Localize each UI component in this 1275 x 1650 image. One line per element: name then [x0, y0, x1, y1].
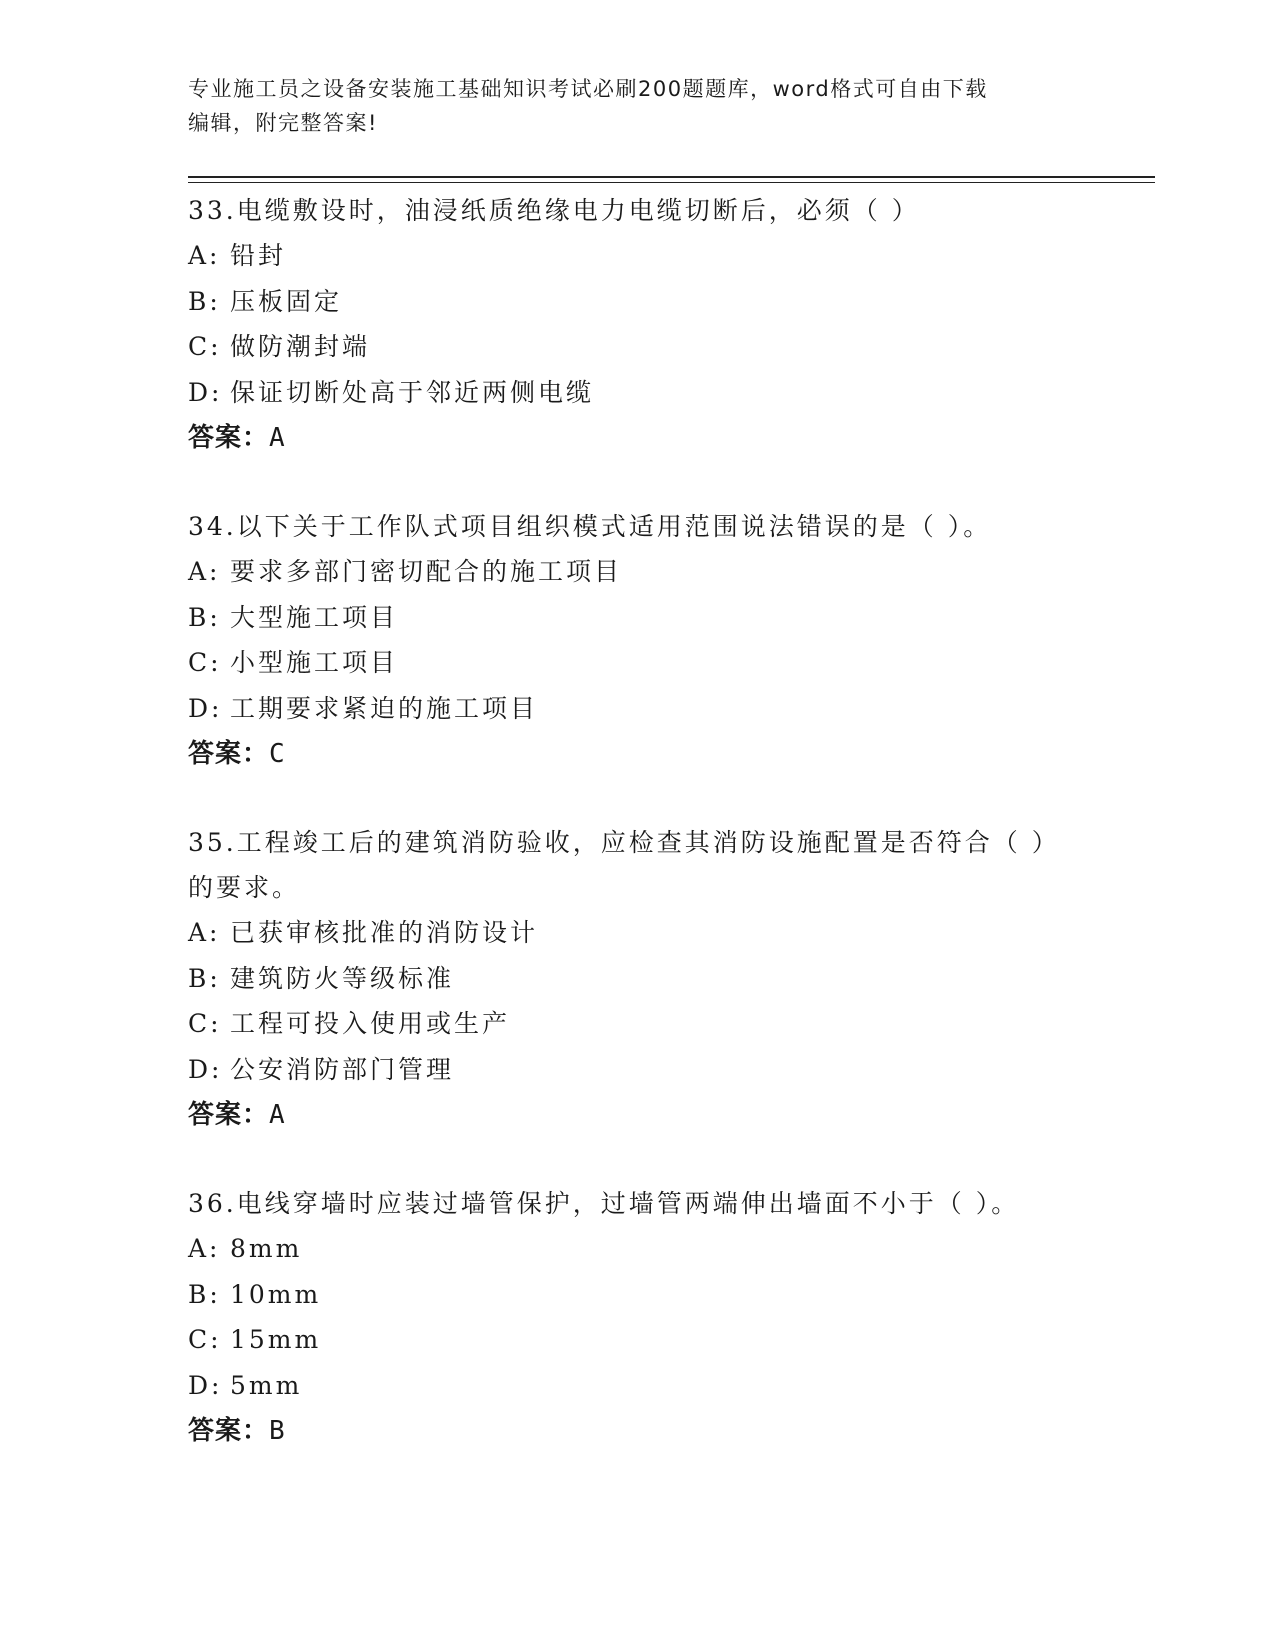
question-stem — [188, 188, 1088, 233]
option-d — [188, 1363, 1088, 1409]
option-text: 压板固定 — [230, 286, 343, 316]
answer-label: 答案： — [188, 739, 270, 769]
option-text: 要求多部门密切配合的施工项目 — [230, 557, 623, 586]
option-text: 工程可投入使用或生产 — [230, 1009, 511, 1038]
answer-value: C — [269, 739, 286, 769]
option-label: D: — [188, 1054, 223, 1084]
option-label: D: — [188, 377, 223, 407]
option-text: 15mm — [230, 1325, 322, 1354]
option-a — [188, 1226, 1088, 1272]
answer-line — [188, 1092, 1088, 1138]
question-text: 以下关于工作队式项目组织模式适用范围说法错误的是（ ）。 — [236, 512, 992, 541]
intro-line-2: 编辑，附完整答案! — [188, 111, 378, 135]
question-text: 工程竣工后的建筑消防验收，应检查其消防设施配置是否符合（ ）的要求。 — [188, 828, 1048, 902]
answer-label: 答案： — [188, 423, 270, 453]
option-label: A: — [188, 241, 221, 270]
answer-label: 答案： — [188, 1100, 270, 1130]
question-number: 33. — [188, 196, 237, 225]
option-label: B: — [188, 1279, 221, 1309]
option-a — [188, 549, 1088, 595]
answer-value: A — [269, 1100, 286, 1130]
option-label: B: — [188, 286, 221, 316]
intro-line-1: 专业施工员之设备安装施工基础知识考试必刷200题题库，word格式可自由下载 — [188, 77, 988, 101]
option-c — [188, 1001, 1088, 1047]
header-divider-thin — [188, 182, 1155, 183]
option-text: 10mm — [230, 1279, 322, 1309]
option-d — [188, 370, 1088, 416]
option-label: C: — [188, 332, 222, 361]
option-label: D: — [188, 1370, 223, 1400]
option-text: 8mm — [230, 1234, 303, 1263]
option-label: A: — [188, 918, 221, 947]
question-text: 电线穿墙时应装过墙管保护，过墙管两端伸出墙面不小于（ ）。 — [236, 1189, 1020, 1218]
option-text: 做防潮封端 — [230, 332, 371, 361]
answer-label: 答案： — [188, 1416, 270, 1446]
option-label: B: — [188, 602, 221, 632]
question-36 — [188, 1181, 1088, 1454]
option-d — [188, 686, 1088, 732]
header-divider-thick — [188, 176, 1155, 178]
option-c — [188, 1317, 1088, 1363]
option-label: A: — [188, 1234, 221, 1263]
question-number: 36. — [188, 1189, 237, 1218]
option-text: 工期要求紧迫的施工项目 — [230, 693, 539, 723]
option-b — [188, 956, 1088, 1002]
option-label: A: — [188, 557, 221, 586]
question-35 — [188, 820, 1088, 1138]
option-text: 公安消防部门管理 — [230, 1054, 455, 1084]
option-b — [188, 595, 1088, 641]
answer-value: B — [269, 1416, 286, 1446]
option-label: C: — [188, 1325, 222, 1354]
option-text: 大型施工项目 — [230, 602, 399, 632]
option-c — [188, 324, 1088, 370]
option-text: 小型施工项目 — [230, 648, 399, 677]
option-text: 保证切断处高于邻近两侧电缆 — [230, 377, 595, 407]
option-d — [188, 1047, 1088, 1093]
option-label: C: — [188, 1009, 222, 1038]
option-a — [188, 233, 1088, 279]
option-text: 铅封 — [230, 241, 287, 270]
question-list — [188, 188, 1088, 1497]
option-text: 建筑防火等级标准 — [230, 963, 455, 993]
option-a — [188, 910, 1088, 956]
option-c — [188, 640, 1088, 686]
answer-value: A — [269, 423, 286, 453]
option-text: 5mm — [230, 1370, 303, 1400]
option-label: B: — [188, 963, 221, 993]
answer-line — [188, 1408, 1088, 1454]
question-33 — [188, 188, 1088, 461]
question-text: 电缆敷设时，油浸纸质绝缘电力电缆切断后，必须（ ） — [236, 196, 920, 225]
question-stem — [188, 1181, 1088, 1226]
question-number: 35. — [188, 828, 237, 857]
option-label: C: — [188, 648, 222, 677]
answer-line — [188, 731, 1088, 777]
question-34 — [188, 504, 1088, 777]
question-stem — [188, 504, 1088, 549]
option-b — [188, 1272, 1088, 1318]
question-number: 34. — [188, 512, 237, 541]
document-intro — [188, 72, 1078, 140]
option-b — [188, 279, 1088, 325]
option-label: D: — [188, 693, 223, 723]
question-stem — [188, 820, 1048, 910]
option-text: 已获审核批准的消防设计 — [230, 918, 539, 947]
answer-line — [188, 415, 1088, 461]
